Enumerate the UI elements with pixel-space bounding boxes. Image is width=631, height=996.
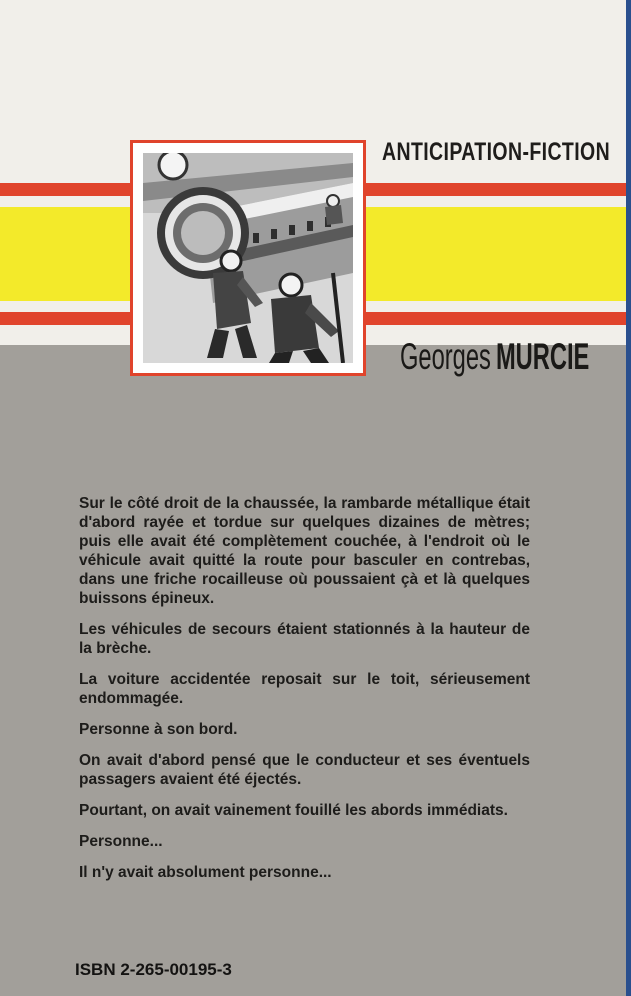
blurb-paragraph: On avait d'abord pensé que le conducteur et ses éventuels passagers avaient été éjectés. xyxy=(79,752,530,788)
blurb-paragraph: Personne... xyxy=(79,833,163,850)
back-cover-blurb xyxy=(79,494,530,894)
blurb-paragraph: La voiture accidentée reposait sur le toit, sérieusement endommagée. xyxy=(79,671,530,707)
author-first-name: Georges xyxy=(400,336,491,377)
blurb-paragraph: Sur le côté droit de la chaussée, la rambarde métallique était d'abord rayée et tordue sur quelques dizaines de mètres; puis elle avait été complètement couchée, à l'endroit où le véhicule avait quitté la route pour basculer en contrebas, dans une friche rocailleuse où poussaient çà et là quelques buissons épineux. xyxy=(79,495,530,607)
spine-edge xyxy=(626,0,631,996)
space-station-astronauts-illustration xyxy=(143,153,353,363)
isbn-number: ISBN 2-265-00195-3 xyxy=(75,960,232,979)
blurb-paragraph: Il n'y avait absolument personne... xyxy=(79,864,332,881)
illustration-frame xyxy=(130,140,366,376)
author-name xyxy=(400,336,589,382)
blurb-paragraph: Les véhicules de secours étaient stationnés à la hauteur de la brèche. xyxy=(79,621,530,657)
blurb-paragraph: Personne à son bord. xyxy=(79,721,238,738)
blurb-paragraph: Pourtant, on avait vainement fouillé les abords immédiats. xyxy=(79,802,508,819)
series-title: ANTICIPATION-FICTION xyxy=(382,138,611,166)
author-last-name: MURCIE xyxy=(495,336,590,377)
